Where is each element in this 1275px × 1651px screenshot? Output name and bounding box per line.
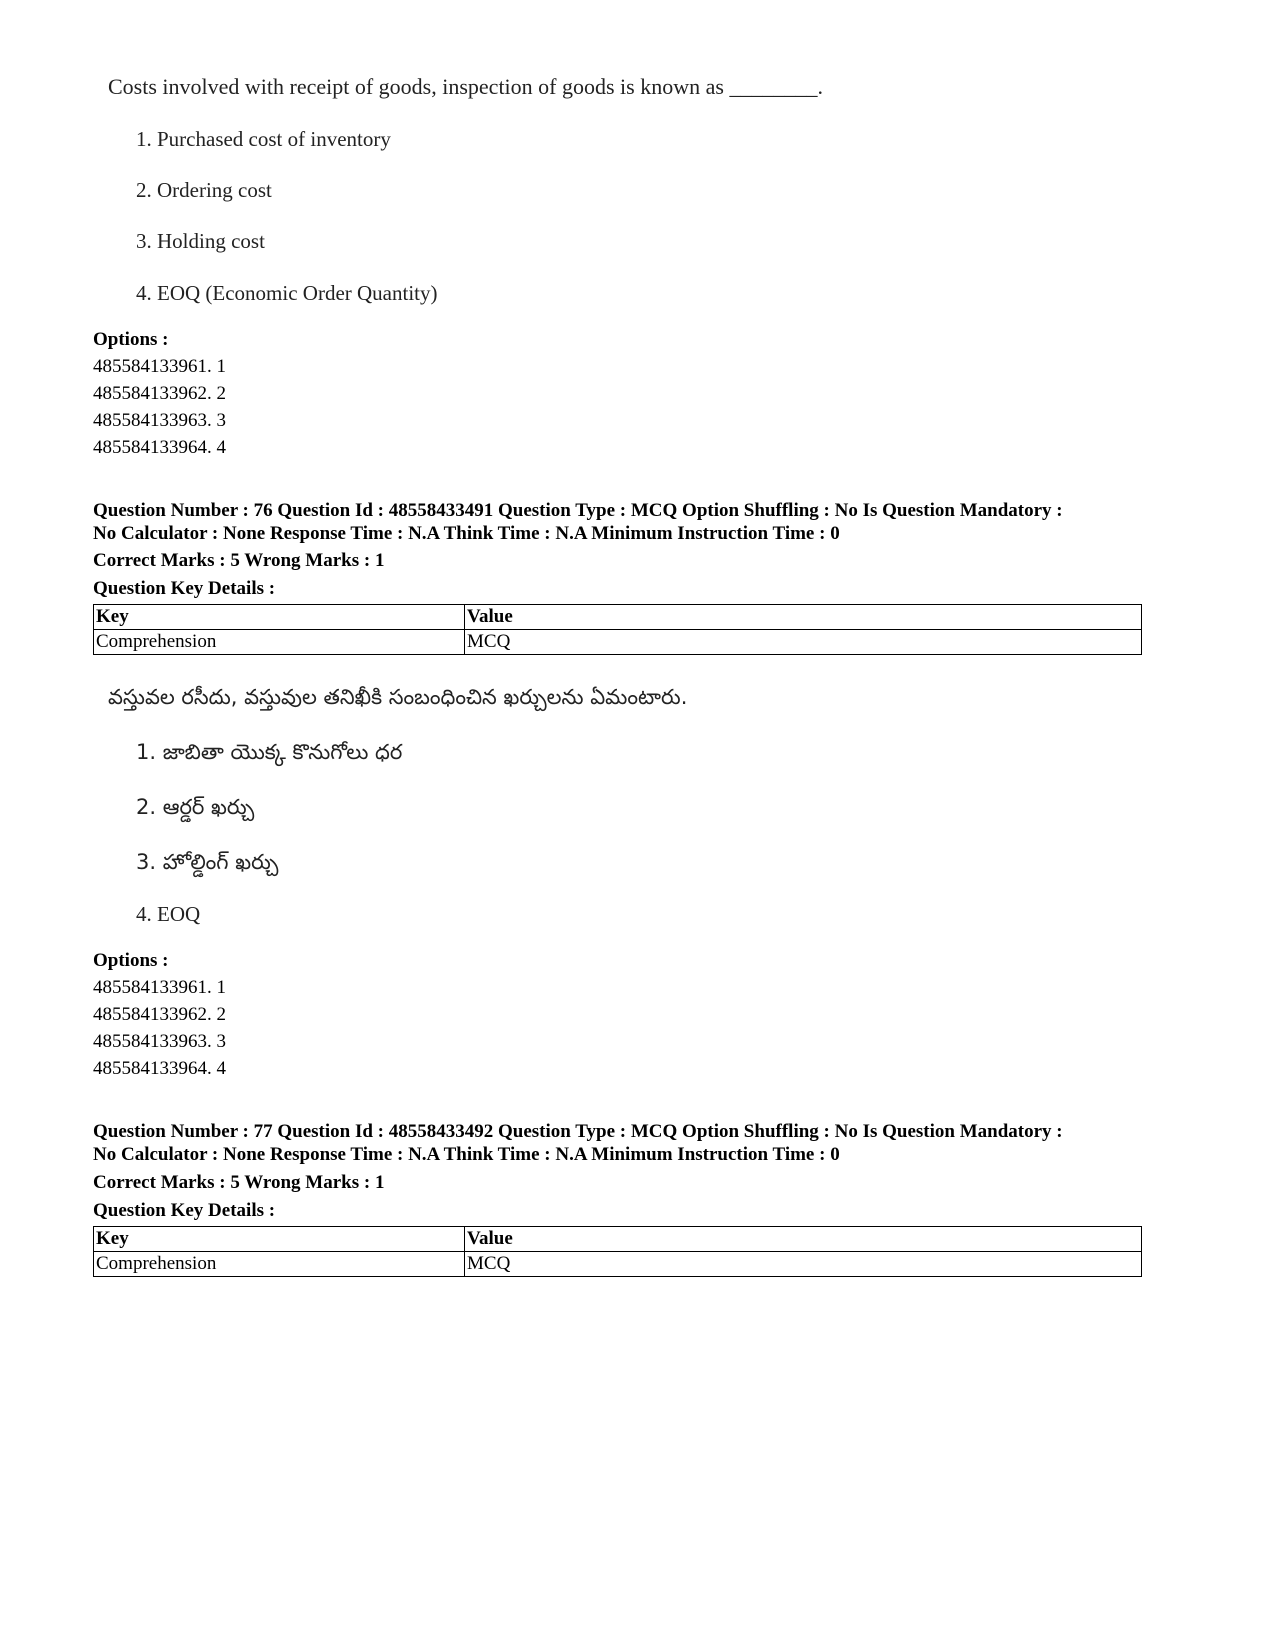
table-cell-key: Comprehension bbox=[94, 1252, 465, 1277]
choice-4: 4. EOQ bbox=[136, 902, 201, 926]
table-header-row bbox=[94, 1227, 1142, 1252]
choice-3: 3. హోల్డింగ్ ఖర్చు bbox=[136, 850, 279, 874]
meta-line: Question Number : 76 Question Id : 48558433491 Question Type : MCQ Option Shuffling : No Is Question Mandatory : bbox=[93, 500, 1063, 521]
meta-line: Question Number : 77 Question Id : 48558433492 Question Type : MCQ Option Shuffling : No Is Question Mandatory : bbox=[93, 1121, 1063, 1142]
marks-line: Correct Marks : 5 Wrong Marks : 1 bbox=[93, 1172, 385, 1193]
table-cell-value: MCQ bbox=[465, 1252, 1142, 1277]
choice-2: 2. Ordering cost bbox=[136, 178, 272, 202]
option-item: 485584133961. 1 bbox=[93, 977, 226, 998]
marks-line: Correct Marks : 5 Wrong Marks : 1 bbox=[93, 550, 385, 571]
key-details-label: Question Key Details : bbox=[93, 578, 276, 599]
options-label: Options : bbox=[93, 329, 169, 350]
key-details-table bbox=[93, 1226, 1142, 1277]
option-item: 485584133964. 4 bbox=[93, 1058, 226, 1079]
option-item: 485584133963. 3 bbox=[93, 1031, 226, 1052]
choice-1: 1. జాబితా యొక్క కొనుగోలు ధర bbox=[136, 740, 403, 764]
meta-line: No Calculator : None Response Time : N.A Think Time : N.A Minimum Instruction Time : 0 bbox=[93, 1144, 840, 1165]
table-cell-value: MCQ bbox=[465, 630, 1142, 655]
table-row bbox=[94, 630, 1142, 655]
options-list bbox=[93, 353, 226, 461]
option-item: 485584133964. 4 bbox=[93, 437, 226, 458]
choice-2: 2. ఆర్డర్ ఖర్చు bbox=[136, 795, 255, 819]
option-item: 485584133962. 2 bbox=[93, 383, 226, 404]
question-meta-76 bbox=[93, 499, 1193, 545]
table-header-key: Key bbox=[94, 1227, 465, 1252]
table-cell-key: Comprehension bbox=[94, 630, 465, 655]
options-list bbox=[93, 974, 226, 1082]
option-item: 485584133961. 1 bbox=[93, 356, 226, 377]
table-header-value: Value bbox=[465, 1227, 1142, 1252]
question-image-english bbox=[108, 74, 1008, 314]
table-header-key: Key bbox=[94, 605, 465, 630]
key-details-label: Question Key Details : bbox=[93, 1200, 276, 1221]
meta-line: No Calculator : None Response Time : N.A Think Time : N.A Minimum Instruction Time : 0 bbox=[93, 523, 840, 544]
question-image-telugu bbox=[108, 684, 1008, 934]
question-stem: Costs involved with receipt of goods, inspection of goods is known as ________. bbox=[108, 74, 823, 99]
option-item: 485584133962. 2 bbox=[93, 1004, 226, 1025]
key-details-table bbox=[93, 604, 1142, 655]
table-header-row bbox=[94, 605, 1142, 630]
choice-4: 4. EOQ (Economic Order Quantity) bbox=[136, 281, 438, 305]
question-stem: వస్తువల రసీదు, వస్తువుల తనిఖీకి సంబంధించిన ఖర్చులను ఏమంటారు. bbox=[108, 685, 688, 709]
question-meta-77 bbox=[93, 1120, 1193, 1166]
table-row bbox=[94, 1252, 1142, 1277]
option-item: 485584133963. 3 bbox=[93, 410, 226, 431]
table-header-value: Value bbox=[465, 605, 1142, 630]
options-label: Options : bbox=[93, 950, 169, 971]
choice-3: 3. Holding cost bbox=[136, 229, 265, 253]
choice-1: 1. Purchased cost of inventory bbox=[136, 127, 391, 151]
